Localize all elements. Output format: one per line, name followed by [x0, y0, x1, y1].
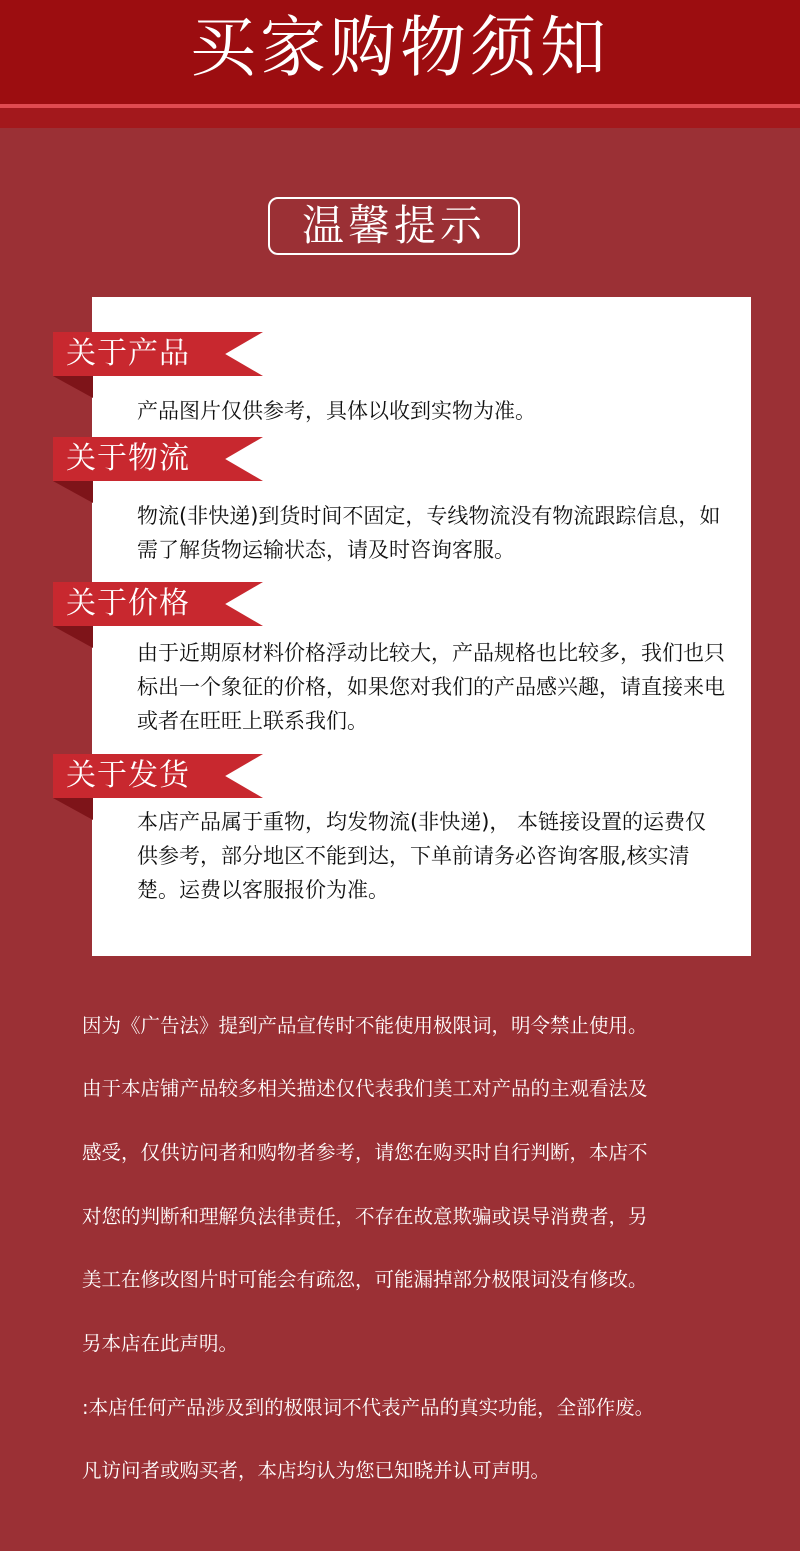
notice-line: 感受，仅供访问者和购物者参考，请您在购买时自行判断，本店不	[82, 1141, 648, 1164]
section-label-price: 关于价格	[66, 586, 190, 621]
section-text-logistics: 物流(非快递)到货时间不固定，专线物流没有物流跟踪信息，如需了解货物运输状态，请及时咨询客服。	[137, 504, 721, 562]
tag-fold	[53, 481, 93, 503]
section-text-shipping: 本店产品属于重物，均发物流(非快递)， 本链接设置的运费仅供参考，部分地区不能到达，下单前请务必咨询客服,核实清楚。运费以客服报价为准。	[137, 810, 707, 902]
notice-line: 对您的判断和理解负法律责任，不存在故意欺骗或误导消费者，另	[82, 1205, 648, 1228]
section-text-price: 由于近期原材料价格浮动比较大，产品规格也比较多，我们也只标出一个象征的价格，如果您对我们的产品感兴趣，请直接来电或者在旺旺上联系我们。	[137, 641, 725, 733]
section-text-product: 产品图片仅供参考，具体以收到实物为准。	[137, 399, 536, 423]
page-header	[0, 0, 800, 104]
tip-box	[268, 197, 520, 255]
tag-fold	[53, 376, 93, 398]
header-band	[0, 108, 800, 128]
notice-line: 因为《广告法》提到产品宣传时不能使用极限词，明令禁止使用。	[82, 1014, 648, 1037]
section-label-shipping: 关于发货	[66, 758, 190, 793]
tag-fold	[53, 798, 93, 820]
notice-line: 美工在修改图片时可能会有疏忽，可能漏掉部分极限词没有修改。	[82, 1268, 648, 1291]
tip-title: 温馨提示	[301, 201, 486, 250]
section-label-logistics: 关于物流	[66, 441, 190, 476]
notice-line: 另本店在此声明。	[82, 1332, 239, 1355]
notice-line: :本店任何产品涉及到的极限词不代表产品的真实功能，全部作废。	[82, 1396, 655, 1419]
notice-line: 由于本店铺产品较多相关描述仅代表我们美工对产品的主观看法及	[82, 1077, 648, 1100]
tag-fold	[53, 626, 93, 648]
section-label-product: 关于产品	[66, 336, 190, 371]
notice-line: 凡访问者或购买者，本店均认为您已知晓并认可声明。	[82, 1459, 551, 1482]
page-title: 买家购物须知	[190, 9, 610, 86]
